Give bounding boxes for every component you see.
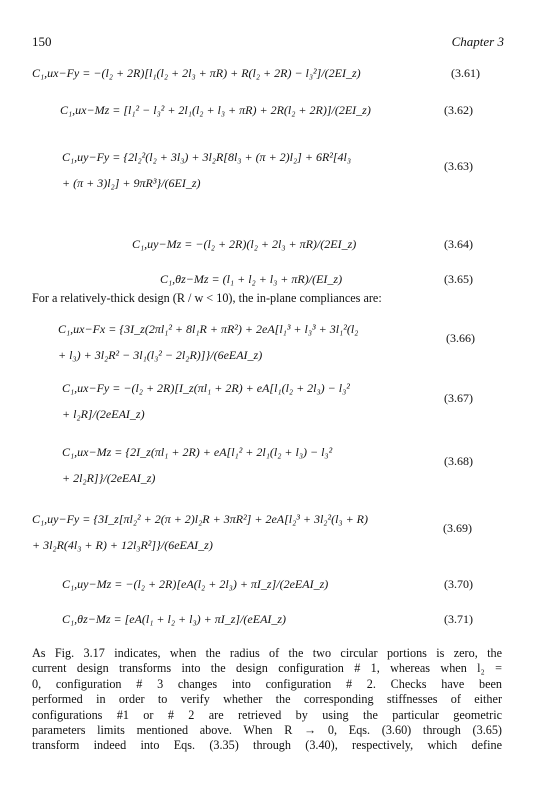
paragraph-line: transform indeed into Eqs. (3.35) through (3.40), respectively, which define [32, 738, 502, 753]
page-header [32, 34, 504, 50]
equation-3-67 [62, 381, 350, 421]
intro-text: For a relatively-thick design (R / w < 10), the in-plane compliances are: [32, 291, 382, 305]
equation-line: C₁,ux−Fy = −(l₂ + 2R)[I_z(πl₁ + 2R) + eA[l₁(l₂ + 2l₃) − l₃² [62, 381, 350, 395]
paragraph-line: current design transforms into the design configuration # 1, whereas when l₂ = [32, 661, 502, 676]
equation-3-68 [62, 445, 332, 485]
equation-line: + 3l₂R(4l₃ + R) + 12l₃R²]}/(6eEAI_z) [32, 538, 213, 552]
equation-number: (3.69) [443, 521, 472, 535]
equation-number: (3.64) [444, 237, 473, 251]
equation-line: C₁,ux−Fx = {3I_z(2πl₁² + 8l₁R + πR²) + 2eA[l₁³ + l₃³ + 3l₁²(l₂ [58, 322, 359, 336]
equation-3-64 [132, 237, 356, 251]
chapter-title: Chapter 3 [451, 34, 504, 49]
equation-line: C₁,ux−Fy = −(l₂ + 2R)[l₁(l₂ + 2l₃ + πR) + R(l₂ + 2R) − l₃²]/(2EI_z) [32, 66, 361, 80]
equation-line: C₁,uy−Mz = −(l₂ + 2R)[eA(l₂ + 2l₃) + πI_z]/(2eEAI_z) [62, 577, 329, 591]
equation-line: C₁,θz−Mz = [eA(l₁ + l₂ + l₃) + πI_z]/(eEAI_z) [62, 612, 287, 626]
equation-3-63 [62, 150, 351, 190]
paragraph-line: configurations #1 or # 2 are retrieved by using the particular geometric [32, 707, 502, 722]
closing-paragraph [32, 646, 502, 754]
equation-line: + l₂R]/(2eEAI_z) [62, 407, 145, 421]
equation-line: C₁,ux−Mz = [l₁² − l₃² + 2l₁(l₂ + l₃ + πR) + 2R(l₂ + 2R)]/(2EI_z) [60, 103, 371, 117]
equation-number: (3.68) [444, 454, 473, 468]
paragraph-line: As Fig. 3.17 indicates, when the radius of the two circular portions is zero, the [32, 646, 502, 660]
equation-3-65 [160, 272, 342, 286]
equation-3-66 [58, 322, 358, 362]
equation-line: + 2l₂R]}/(2eEAI_z) [62, 471, 156, 485]
equation-number: (3.63) [444, 159, 473, 173]
equation-line: C₁,uy−Mz = −(l₂ + 2R)(l₂ + 2l₃ + πR)/(2EI_z) [132, 237, 357, 251]
equation-3-61 [32, 66, 361, 80]
equation-3-69 [32, 512, 368, 552]
equation-3-62 [60, 103, 371, 117]
equation-line: C₁,uy−Fy = {2l₂²(l₂ + 3l₃) + 3l₂R[8l₃ + (π + 2)l₂] + 6R²[4l₃ [62, 150, 352, 164]
paragraph-line: performed in order to verify whether the corresponding stiffnesses of either [32, 692, 502, 707]
equation-number: (3.67) [444, 391, 473, 405]
equation-number: (3.70) [444, 577, 473, 591]
equation-line: + l₃) + 3l₂R² − 3l₁(l₃² − 2l₂R)]}/(6eEAI_z) [58, 348, 263, 362]
equation-line: + (π + 3)l₂] + 9πR³}/(6EI_z) [62, 176, 201, 190]
equation-3-70 [62, 577, 328, 591]
paragraph-line: parameters limits mentioned above. When R → 0, Eqs. (3.60) through (3.65) [32, 723, 502, 738]
equation-line: C₁,ux−Mz = {2I_z(πl₁ + 2R) + eA[l₁² + 2l₁(l₂ + l₃) − l₃² [62, 445, 333, 459]
equation-number: (3.71) [444, 612, 473, 626]
equation-number: (3.62) [444, 103, 473, 117]
page-number: 150 [32, 34, 52, 49]
paragraph-line: 0, configuration # 3 changes into configuration # 2. Checks have been [32, 676, 502, 691]
equation-line: C₁,uy−Fy = {3I_z[πl₂² + 2(π + 2)l₂R + 3πR²] + 2eA[l₂³ + 3l₂²(l₃ + R) [32, 512, 368, 526]
equation-number: (3.66) [446, 331, 475, 345]
equation-line: C₁,θz−Mz = (l₁ + l₂ + l₃ + πR)/(EI_z) [160, 272, 343, 286]
equation-number: (3.65) [444, 272, 473, 286]
equation-3-71 [62, 612, 286, 626]
equation-number: (3.61) [451, 66, 480, 80]
